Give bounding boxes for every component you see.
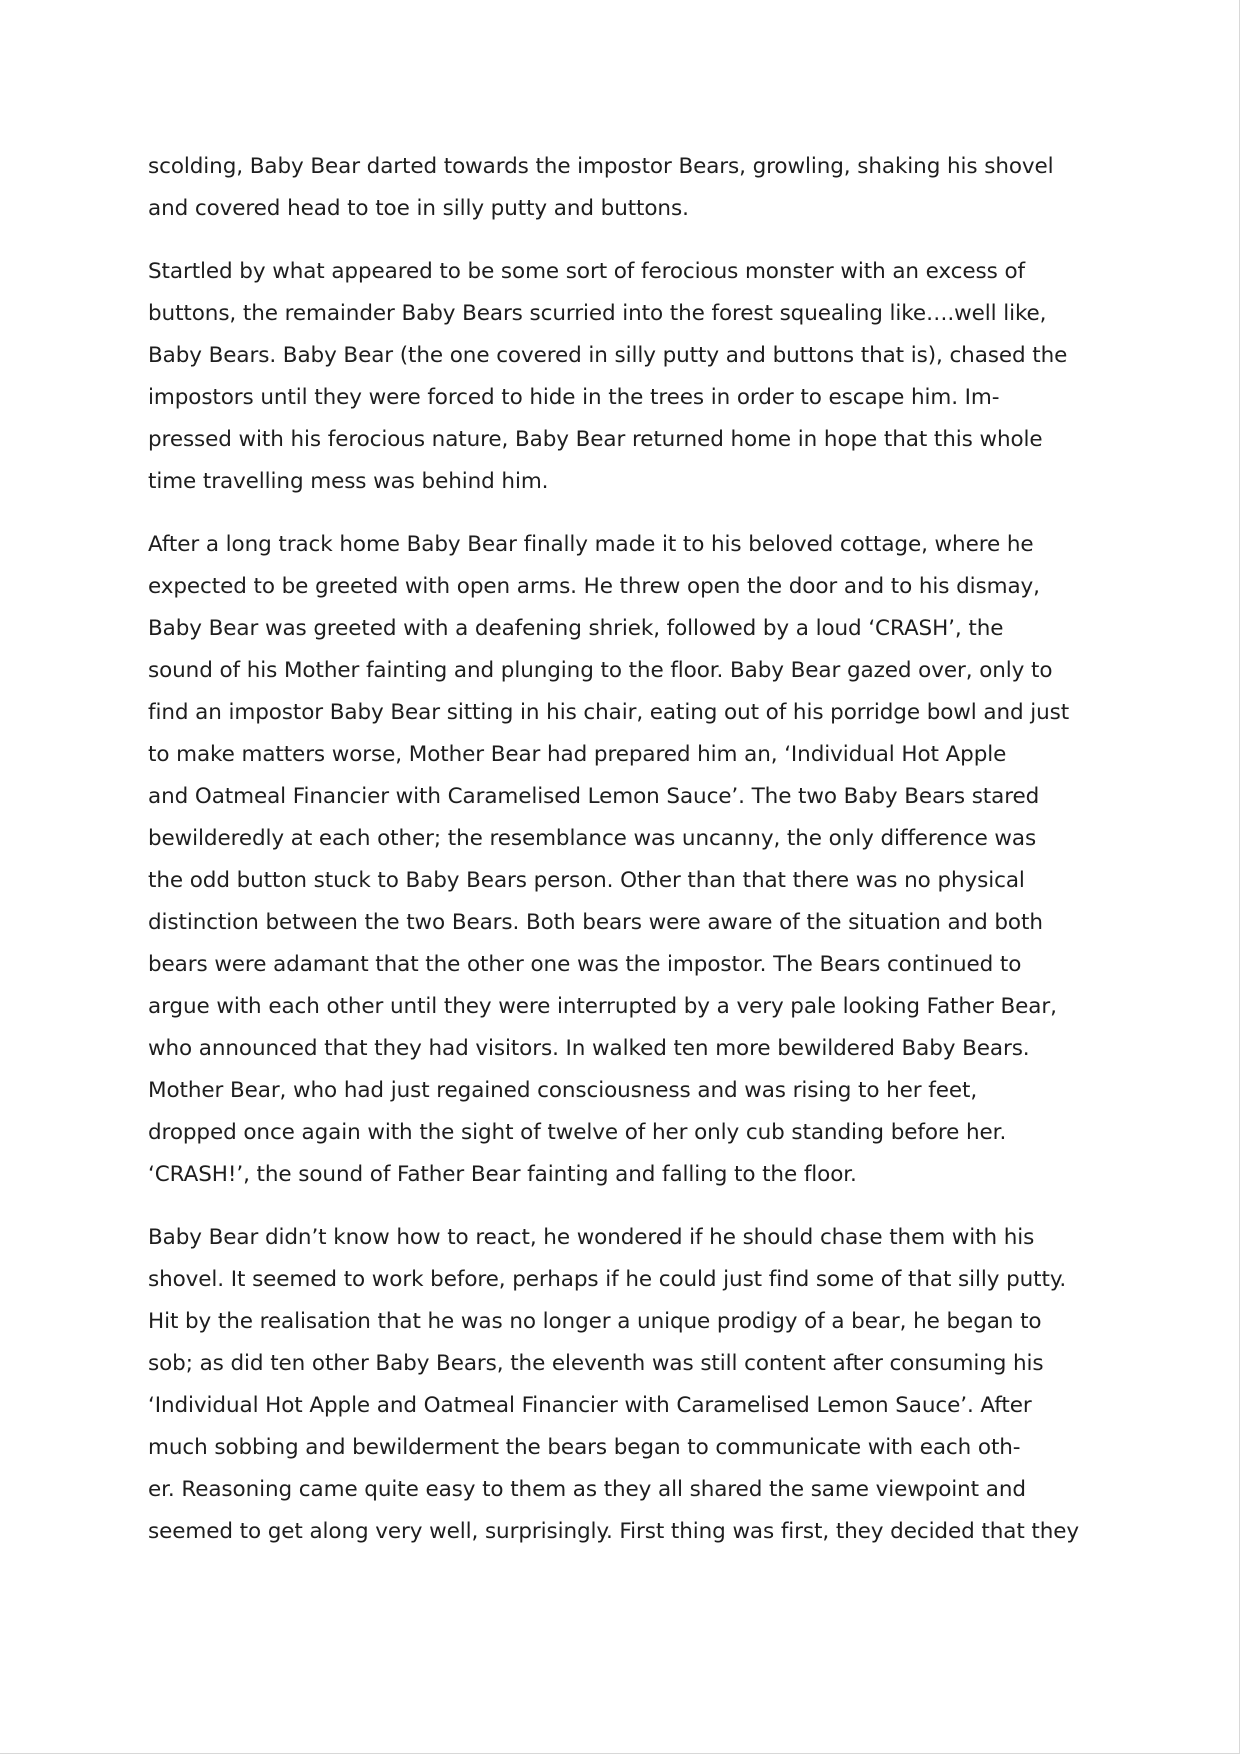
- text-line: bears were adamant that the other one was the impostor. The Bears continued to: [148, 952, 1022, 977]
- body-text: [148, 146, 1096, 1574]
- text-line: shovel. It seemed to work before, perhaps if he could just find some of that silly putty.: [148, 1267, 1067, 1292]
- text-line: and covered head to toe in silly putty and buttons.: [148, 196, 689, 221]
- paragraph-4: [148, 1217, 1096, 1553]
- text-line: the odd button stuck to Baby Bears person. Other than that there was no physical: [148, 868, 1025, 893]
- text-line: find an impostor Baby Bear sitting in his chair, eating out of his porridge bowl and just: [148, 700, 1070, 725]
- text-line: bewilderedly at each other; the resemblance was uncanny, the only difference was: [148, 826, 1037, 851]
- text-line: ‘CRASH!’, the sound of Father Bear fainting and falling to the floor.: [148, 1162, 857, 1187]
- paragraph-2: [148, 251, 1096, 503]
- paragraph-1: [148, 146, 1096, 230]
- text-line: expected to be greeted with open arms. He threw open the door and to his dismay,: [148, 574, 1040, 599]
- text-line: Mother Bear, who had just regained consciousness and was rising to her feet,: [148, 1078, 978, 1103]
- text-line: who announced that they had visitors. In walked ten more bewildered Baby Bears.: [148, 1036, 1030, 1061]
- text-line: Baby Bear didn’t know how to react, he wondered if he should chase them with his: [148, 1225, 1035, 1250]
- text-line: to make matters worse, Mother Bear had prepared him an, ‘Individual Hot Apple: [148, 742, 1007, 767]
- text-line: Hit by the realisation that he was no longer a unique prodigy of a bear, he began to: [148, 1309, 1042, 1334]
- text-line: Baby Bear was greeted with a deafening shriek, followed by a loud ‘CRASH’, the: [148, 616, 1004, 641]
- text-line: sob; as did ten other Baby Bears, the eleventh was still content after consuming his: [148, 1351, 1044, 1376]
- text-line: Startled by what appeared to be some sort of ferocious monster with an excess of: [148, 259, 1025, 284]
- text-line: Baby Bears. Baby Bear (the one covered in silly putty and buttons that is), chased the: [148, 343, 1068, 368]
- text-line: buttons, the remainder Baby Bears scurried into the forest squealing like….well like,: [148, 301, 1047, 326]
- text-line: and Oatmeal Financier with Caramelised Lemon Sauce’. The two Baby Bears stared: [148, 784, 1040, 809]
- text-line: er. Reasoning came quite easy to them as they all shared the same viewpoint and: [148, 1477, 1026, 1502]
- text-line: scolding, Baby Bear darted towards the impostor Bears, growling, shaking his shovel: [148, 154, 1054, 179]
- text-line: dropped once again with the sight of twelve of her only cub standing before her.: [148, 1120, 1007, 1145]
- text-line: seemed to get along very well, surprisingly. First thing was first, they decided that they: [148, 1519, 1079, 1544]
- text-line: time travelling mess was behind him.: [148, 469, 549, 494]
- text-line: pressed with his ferocious nature, Baby Bear returned home in hope that this whole: [148, 427, 1043, 452]
- text-line: sound of his Mother fainting and plunging to the floor. Baby Bear gazed over, only to: [148, 658, 1053, 683]
- text-line: distinction between the two Bears. Both bears were aware of the situation and both: [148, 910, 1043, 935]
- text-line: ‘Individual Hot Apple and Oatmeal Financier with Caramelised Lemon Sauce’. After: [148, 1393, 1032, 1418]
- paragraph-3: [148, 524, 1096, 1196]
- text-line: argue with each other until they were interrupted by a very pale looking Father Bear,: [148, 994, 1057, 1019]
- text-line: After a long track home Baby Bear finally made it to his beloved cottage, where he: [148, 532, 1034, 557]
- text-line: impostors until they were forced to hide in the trees in order to escape him. Im-: [148, 385, 1000, 410]
- text-line: much sobbing and bewilderment the bears began to communicate with each oth-: [148, 1435, 1021, 1460]
